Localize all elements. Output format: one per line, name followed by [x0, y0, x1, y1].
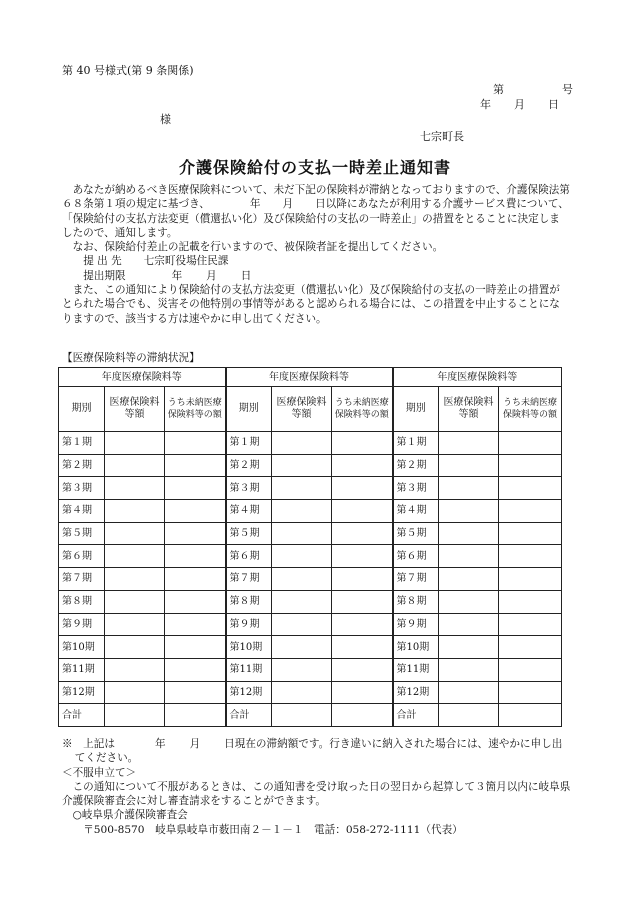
objection-heading: ＜不服申立て＞ [62, 766, 137, 779]
addressee: 様 [160, 113, 171, 126]
unpaid-cell [332, 658, 393, 681]
arrears-section-heading: 【医療保険料等の滞納状況】 [62, 352, 200, 364]
amount-cell [105, 500, 165, 523]
col-header-period: 期別 [226, 387, 272, 432]
period-label: 第10期 [226, 636, 272, 659]
deadline-line: 提出期限 年 月 日 [83, 269, 252, 282]
unpaid-cell [499, 432, 562, 455]
period-label: 第８期 [59, 590, 105, 613]
amount-cell [439, 568, 499, 591]
period-row [59, 681, 562, 704]
doc-number-suffix: 号 [562, 83, 573, 96]
unpaid-cell [332, 500, 393, 523]
group-header-1: 年度医療保険料等 [59, 368, 226, 387]
amount-cell [272, 432, 332, 455]
period-label: 第７期 [393, 568, 439, 591]
amount-cell [272, 545, 332, 568]
amount-cell [272, 477, 332, 500]
amount-cell [439, 613, 499, 636]
amount-cell [105, 522, 165, 545]
period-label: 第４期 [393, 500, 439, 523]
paragraph-submit-card: なお、保険給付差止の記載を行いますので、被保険者証を提出してください。 [72, 241, 444, 254]
amount-cell [272, 590, 332, 613]
unpaid-cell [165, 704, 226, 727]
amount-cell [439, 681, 499, 704]
submit-to-line [62, 254, 570, 268]
amount-cell [105, 454, 165, 477]
period-label: 第３期 [393, 477, 439, 500]
unpaid-cell [499, 477, 562, 500]
period-label: 第８期 [393, 590, 439, 613]
period-label: 第１期 [226, 432, 272, 455]
amount-cell [272, 658, 332, 681]
period-row [59, 522, 562, 545]
submit-to-label: 提 出 先 [83, 255, 122, 268]
issuer: 七宗町長 [420, 130, 464, 143]
objection-text: この通知について不服があるときは、この通知書を受け取った日の翌日から起算して３箇月以内に岐阜県介護保険審査会に対し審査請求をすることができます。 [62, 780, 571, 808]
unpaid-cell [499, 522, 562, 545]
period-label: 合計 [393, 704, 439, 727]
amount-cell [272, 568, 332, 591]
amount-cell [105, 681, 165, 704]
unpaid-cell [332, 636, 393, 659]
amount-cell [272, 500, 332, 523]
col-header-period: 期別 [393, 387, 439, 432]
unpaid-cell [332, 432, 393, 455]
unpaid-cell [165, 590, 226, 613]
col-header-amount: 医療保険料等額 [439, 387, 499, 432]
notice-body [62, 183, 570, 326]
period-label: 第４期 [59, 500, 105, 523]
period-label: 第２期 [393, 454, 439, 477]
period-label: 第９期 [226, 613, 272, 636]
period-row [59, 658, 562, 681]
amount-cell [105, 477, 165, 500]
unpaid-cell [332, 681, 393, 704]
period-row [59, 636, 562, 659]
date-day: 日 [548, 98, 559, 111]
unpaid-cell [165, 454, 226, 477]
unpaid-cell [332, 522, 393, 545]
unpaid-cell [499, 568, 562, 591]
doc-number-prefix: 第 [493, 83, 504, 96]
period-label: 第11期 [226, 658, 272, 681]
amount-cell [272, 522, 332, 545]
council-address: 〒500-8570 岐阜県岐阜市薮田南２－１－１ 電話：058-272-1111（代表） [83, 823, 463, 836]
unpaid-cell [332, 568, 393, 591]
amount-cell [105, 568, 165, 591]
unpaid-cell [499, 590, 562, 613]
unpaid-cell [165, 681, 226, 704]
amount-cell [105, 432, 165, 455]
period-label: 第１期 [393, 432, 439, 455]
amount-cell [439, 590, 499, 613]
period-label: 第12期 [226, 681, 272, 704]
col-header-unpaid: うち未納医療保険料等の額 [499, 387, 562, 432]
unpaid-cell [499, 545, 562, 568]
submit-to-value: 七宗町役場住民課 [143, 255, 229, 268]
period-row [59, 454, 562, 477]
notice-footer [62, 737, 572, 837]
amount-cell [439, 477, 499, 500]
unpaid-cell [165, 636, 226, 659]
unpaid-cell [499, 681, 562, 704]
period-label: 第７期 [226, 568, 272, 591]
deadline-label: 提出期限 [83, 269, 126, 282]
unpaid-cell [499, 636, 562, 659]
unpaid-cell [165, 658, 226, 681]
unpaid-cell [165, 522, 226, 545]
amount-cell [439, 522, 499, 545]
period-label: 第６期 [393, 545, 439, 568]
unpaid-cell [165, 500, 226, 523]
amount-cell [272, 681, 332, 704]
amount-cell [105, 545, 165, 568]
unpaid-cell [165, 613, 226, 636]
total-row [59, 704, 562, 727]
period-label: 第６期 [59, 545, 105, 568]
period-row [59, 590, 562, 613]
unpaid-cell [165, 568, 226, 591]
col-header-period: 期別 [59, 387, 105, 432]
period-label: 第12期 [59, 681, 105, 704]
council-name: ○岐阜県介護保険審査会 [72, 809, 188, 822]
period-row [59, 613, 562, 636]
amount-cell [272, 613, 332, 636]
unpaid-cell [332, 590, 393, 613]
col-header-amount: 医療保険料等額 [272, 387, 332, 432]
unpaid-cell [499, 704, 562, 727]
amount-cell [439, 636, 499, 659]
period-label: 第９期 [393, 613, 439, 636]
paragraph-exception: また、この通知により保険給付の支払方法変更（償還払い化）及び保険給付の支払の一時差止の措置がとられた場合でも、災害その他特別の事情等があると認められる場合には、この措置を中止することになりますので、該当する方は速やかに申し出てください。 [62, 284, 560, 325]
period-label: 第５期 [59, 522, 105, 545]
period-row [59, 500, 562, 523]
amount-cell [105, 658, 165, 681]
arrears-date-note: ※ 上記は 年 月 日現在の滞納額です。行き違いに納入された場合には、速やかに申し出てください。 [62, 738, 563, 765]
period-row [59, 545, 562, 568]
period-label: 第２期 [226, 454, 272, 477]
amount-cell [439, 432, 499, 455]
unpaid-cell [332, 545, 393, 568]
period-label: 合計 [59, 704, 105, 727]
unpaid-cell [499, 500, 562, 523]
amount-cell [105, 613, 165, 636]
period-label: 第12期 [393, 681, 439, 704]
amount-cell [272, 454, 332, 477]
unpaid-cell [332, 704, 393, 727]
period-label: 第４期 [226, 500, 272, 523]
unpaid-cell [165, 432, 226, 455]
amount-cell [439, 454, 499, 477]
document-title: 介護保険給付の支払一時差止通知書 [178, 158, 451, 177]
period-label: 第８期 [226, 590, 272, 613]
date-year: 年 [480, 98, 491, 111]
col-header-unpaid: うち未納医療保険料等の額 [165, 387, 226, 432]
unpaid-cell [499, 613, 562, 636]
amount-cell [439, 545, 499, 568]
unpaid-cell [165, 545, 226, 568]
unpaid-cell [332, 613, 393, 636]
period-label: 第11期 [393, 658, 439, 681]
col-header-unpaid: うち未納医療保険料等の額 [332, 387, 393, 432]
amount-cell [439, 500, 499, 523]
group-header-2: 年度医療保険料等 [226, 368, 393, 387]
amount-cell [105, 704, 165, 727]
period-label: 第１期 [59, 432, 105, 455]
period-label: 第３期 [59, 477, 105, 500]
period-label: 第６期 [226, 545, 272, 568]
unpaid-cell [332, 477, 393, 500]
issue-date [480, 98, 559, 112]
period-row [59, 477, 562, 500]
amount-cell [272, 704, 332, 727]
period-label: 第10期 [393, 636, 439, 659]
unpaid-cell [499, 658, 562, 681]
period-label: 合計 [226, 704, 272, 727]
period-label: 第７期 [59, 568, 105, 591]
period-row [59, 568, 562, 591]
amount-cell [105, 590, 165, 613]
period-label: 第２期 [59, 454, 105, 477]
amount-cell [105, 636, 165, 659]
period-label: 第10期 [59, 636, 105, 659]
paragraph-decision: あなたが納めるべき医療保険料について、未だ下記の保険料が滞納となっておりますので、介護保険法第６８条第１項の規定に基づき、 年 月 日以降にあなたが利用する介護サービス費について、「保険給付の支払方法変更（償還払い化）及び保険給付の支払の一時差止」の措置をとることに決定しましたので、通知します。 [62, 184, 570, 239]
amount-cell [439, 658, 499, 681]
form-number: 第 40 号様式(第 9 条関係) [62, 64, 194, 77]
arrears-table-body [59, 432, 562, 727]
period-label: 第11期 [59, 658, 105, 681]
document-number [493, 83, 573, 97]
unpaid-cell [332, 454, 393, 477]
period-label: 第３期 [226, 477, 272, 500]
period-label: 第５期 [226, 522, 272, 545]
period-row [59, 432, 562, 455]
period-label: 第９期 [59, 613, 105, 636]
arrears-table [58, 367, 562, 727]
amount-cell [272, 636, 332, 659]
col-header-amount: 医療保険料等額 [105, 387, 165, 432]
unpaid-cell [165, 477, 226, 500]
date-month: 月 [514, 98, 525, 111]
unpaid-cell [499, 454, 562, 477]
amount-cell [439, 704, 499, 727]
group-header-3: 年度医療保険料等 [393, 368, 562, 387]
period-label: 第５期 [393, 522, 439, 545]
